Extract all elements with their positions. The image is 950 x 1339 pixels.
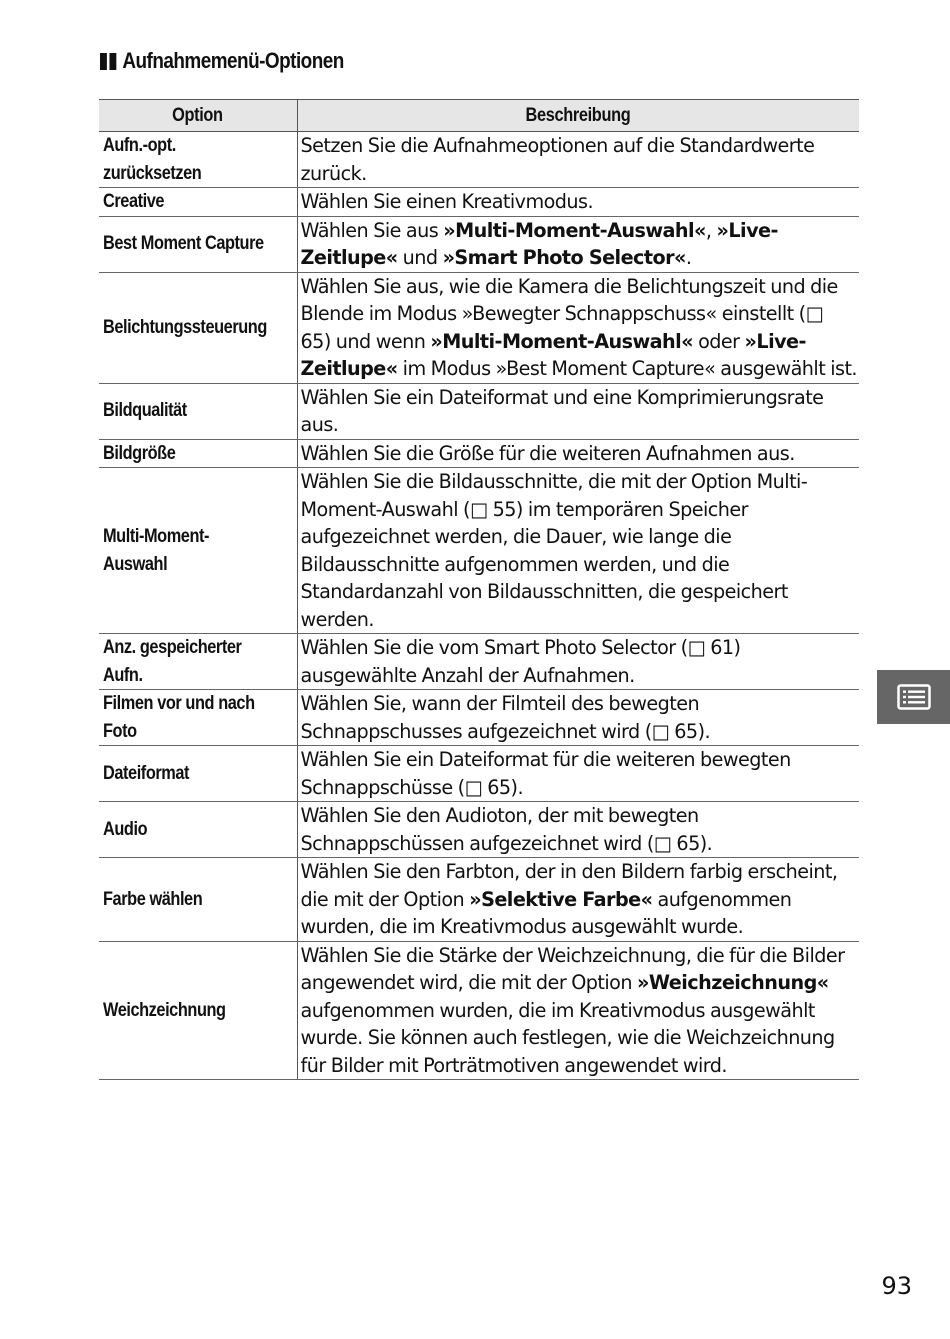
table-row — [99, 132, 859, 188]
option-name: Bildqualität — [99, 383, 297, 439]
table-row — [99, 272, 859, 383]
option-description: Wählen Sie aus »Multi-Moment-Auswahl«, »Live-Zeitlupe« und »Smart Photo Selector«. — [297, 216, 859, 272]
option-name: Best Moment Capture — [99, 216, 297, 272]
option-description: Wählen Sie, wann der Filmteil des bewegten Schnappschusses aufgezeichnet wird (□ 65). — [297, 690, 859, 746]
option-name: Audio — [99, 802, 297, 858]
option-name: Belichtungssteuerung — [99, 272, 297, 383]
table-row — [99, 690, 859, 746]
option-name: Filmen vor und nach Foto — [99, 690, 297, 746]
option-description: Wählen Sie ein Dateiformat und eine Komprimierungsrate aus. — [297, 383, 859, 439]
menu-list-icon — [897, 684, 931, 710]
option-description: Wählen Sie die vom Smart Photo Selector (□ 61) ausgewählte Anzahl der Aufnahmen. — [297, 634, 859, 690]
option-description: Wählen Sie einen Kreativmodus. — [297, 188, 859, 217]
section-title: Aufnahmemenü-Optionen — [122, 48, 344, 73]
table-row — [99, 439, 859, 468]
table-row — [99, 941, 859, 1080]
table-header-row — [99, 100, 859, 132]
option-description: Wählen Sie die Stärke der Weichzeichnung, die für die Bilder angewendet wird, die mit der Option »Weichzeichnung« aufgenommen wurden, die im Kreativmodus ausgewählt wurde. Sie können auch festlegen, wie die Weichzeichnung für Bilder mit Porträtmotiven angewendet wird. — [297, 941, 859, 1080]
header-description: Beschreibung — [297, 100, 859, 132]
option-description: Wählen Sie die Größe für die weiteren Aufnahmen aus. — [297, 439, 859, 468]
option-description: Wählen Sie den Farbton, der in den Bildern farbig erscheint, die mit der Option »Selektive Farbe« aufgenommen wurden, die im Kreativmodus ausgewählt wurde. — [297, 858, 859, 942]
option-name: Creative — [99, 188, 297, 217]
page-number: 93 — [881, 1272, 912, 1300]
table-row — [99, 858, 859, 942]
option-name: Aufn.-opt. zurücksetzen — [99, 132, 297, 188]
option-description: Wählen Sie die Bildausschnitte, die mit der Option Multi-Moment-Auswahl (□ 55) im temporären Speicher aufgezeichnet werden, die Dauer, wie lange die Bildausschnitte aufgenommen werden, und die Standardanzahl von Bildausschnitten, die gespeichert werden. — [297, 468, 859, 634]
option-name: Bildgröße — [99, 439, 297, 468]
option-name: Dateiformat — [99, 746, 297, 802]
menu-section-tab — [877, 670, 950, 724]
table-row — [99, 383, 859, 439]
option-name: Multi-Moment- Auswahl — [99, 468, 297, 634]
option-description: Wählen Sie aus, wie die Kamera die Belichtungszeit und die Blende im Modus »Bewegter Schnappschuss« einstellt (□ 65) und wenn »Multi-Moment-Auswahl« oder »Live-Zeitlupe« im Modus »Best Moment Capture« ausgewählt ist. — [297, 272, 859, 383]
table-row — [99, 216, 859, 272]
header-option: Option — [99, 100, 297, 132]
table-row — [99, 634, 859, 690]
table-row — [99, 468, 859, 634]
table-row — [99, 802, 859, 858]
table-row — [99, 188, 859, 217]
option-description: Wählen Sie den Audioton, der mit bewegten Schnappschüssen aufgezeichnet wird (□ 65). — [297, 802, 859, 858]
option-name: Anz. gespeicherter Aufn. — [99, 634, 297, 690]
section-heading — [100, 48, 344, 74]
option-description: Setzen Sie die Aufnahmeoptionen auf die Standardwerte zurück. — [297, 132, 859, 188]
option-name: Farbe wählen — [99, 858, 297, 942]
section-marker-icon — [100, 53, 116, 70]
option-name: Weichzeichnung — [99, 941, 297, 1080]
option-description: Wählen Sie ein Dateiformat für die weiteren bewegten Schnappschüsse (□ 65). — [297, 746, 859, 802]
options-table — [99, 99, 859, 1080]
table-row — [99, 746, 859, 802]
